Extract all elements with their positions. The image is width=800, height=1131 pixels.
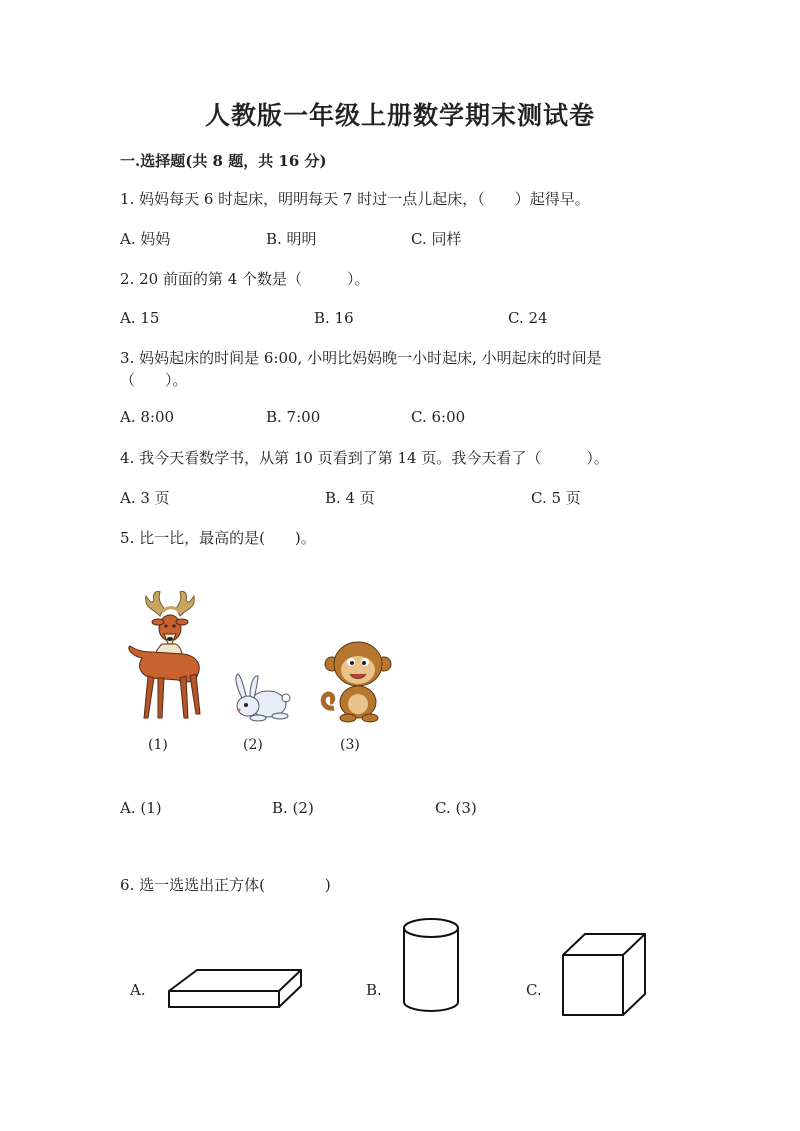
cylinder-icon <box>400 916 462 1016</box>
question-5-option-c: C. (3) <box>435 799 477 817</box>
question-2-option-c: C. 24 <box>508 309 548 327</box>
question-2-text: 2. 20 前面的第 4 个数是（ ）。 <box>120 270 370 288</box>
rabbit-icon <box>232 670 292 725</box>
page-title: 人教版一年级上册数学期末测试卷 <box>204 101 595 130</box>
section-heading: 一.选择题(共 8 题，共 16 分) <box>120 152 327 170</box>
question-5-option-b: B. (2) <box>272 799 314 817</box>
figure-label-2: (2) <box>243 737 263 753</box>
question-4-option-a: A. 3 页 <box>120 489 170 507</box>
question-2-option-a: A. 15 <box>120 309 160 327</box>
question-6-text: 6. 选一选选出正方体( ) <box>120 876 331 894</box>
monkey-icon <box>318 638 390 723</box>
question-5-text: 5. 比一比，最高的是( )。 <box>120 529 316 547</box>
question-6-option-b: B. <box>366 981 382 999</box>
question-3-option-c: C. 6:00 <box>411 408 466 426</box>
question-3-text-line-1: 3. 妈妈起床的时间是 6:00, 小明比妈妈晚一小时起床, 小明起床的时间是 <box>120 349 602 367</box>
question-6-option-c: C. <box>526 981 542 999</box>
question-4-option-c: C. 5 页 <box>531 489 581 507</box>
deer-icon <box>122 586 222 726</box>
cuboid-icon <box>166 965 306 1013</box>
figure-label-1: (1) <box>148 737 168 753</box>
question-1-text: 1. 妈妈每天 6 时起床，明明每天 7 时过一点儿起床，（ ）起得早。 <box>120 190 590 208</box>
question-4-option-b: B. 4 页 <box>325 489 375 507</box>
question-5-option-a: A. (1) <box>120 799 162 817</box>
question-6-option-a: A. <box>130 981 146 999</box>
question-2-option-b: B. 16 <box>314 309 354 327</box>
question-3-option-b: B. 7:00 <box>266 408 321 426</box>
question-3-option-a: A. 8:00 <box>120 408 175 426</box>
question-1-option-b: B. 明明 <box>266 230 317 248</box>
question-1-option-a: A. 妈妈 <box>120 230 171 248</box>
question-3-text-line-2: （ ）。 <box>120 371 188 389</box>
cube-icon <box>560 930 650 1020</box>
question-1-option-c: C. 同样 <box>411 230 462 248</box>
question-4-text: 4. 我今天看数学书，从第 10 页看到了第 14 页。我今天看了（ ）。 <box>120 449 609 467</box>
figure-label-3: (3) <box>340 737 360 753</box>
